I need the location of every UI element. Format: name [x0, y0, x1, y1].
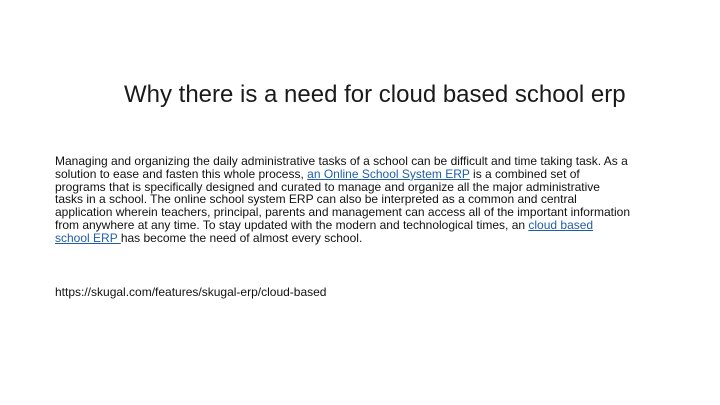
- cloud-based-school-erp-link[interactable]: cloud based school ERP: [55, 217, 594, 245]
- online-school-system-erp-link[interactable]: an Online School System ERP: [307, 166, 470, 181]
- source-url: https://skugal.com/features/skugal-erp/cloud-based: [55, 285, 327, 299]
- slide-title: Why there is a need for cloud based school erp: [124, 81, 626, 108]
- paragraph-text-1: Managing and organizing the daily administrative tasks of a school can be difficult and time taking task. As a solution to ease and fasten this whole process,: [55, 154, 628, 181]
- body-paragraph: [55, 155, 630, 245]
- paragraph-text-2: is a combined set of programs that is specifically designed and curated to manage and organize all the major administrative tasks in a school. The online school system ERP can also be interpreted as a common and central application wherein teachers, principal, parents and management can access all of the important information from anywhere at any time. To stay updated with the modern and technological times, an: [55, 166, 630, 232]
- paragraph-text-3: has become the need of almost every school.: [120, 230, 363, 245]
